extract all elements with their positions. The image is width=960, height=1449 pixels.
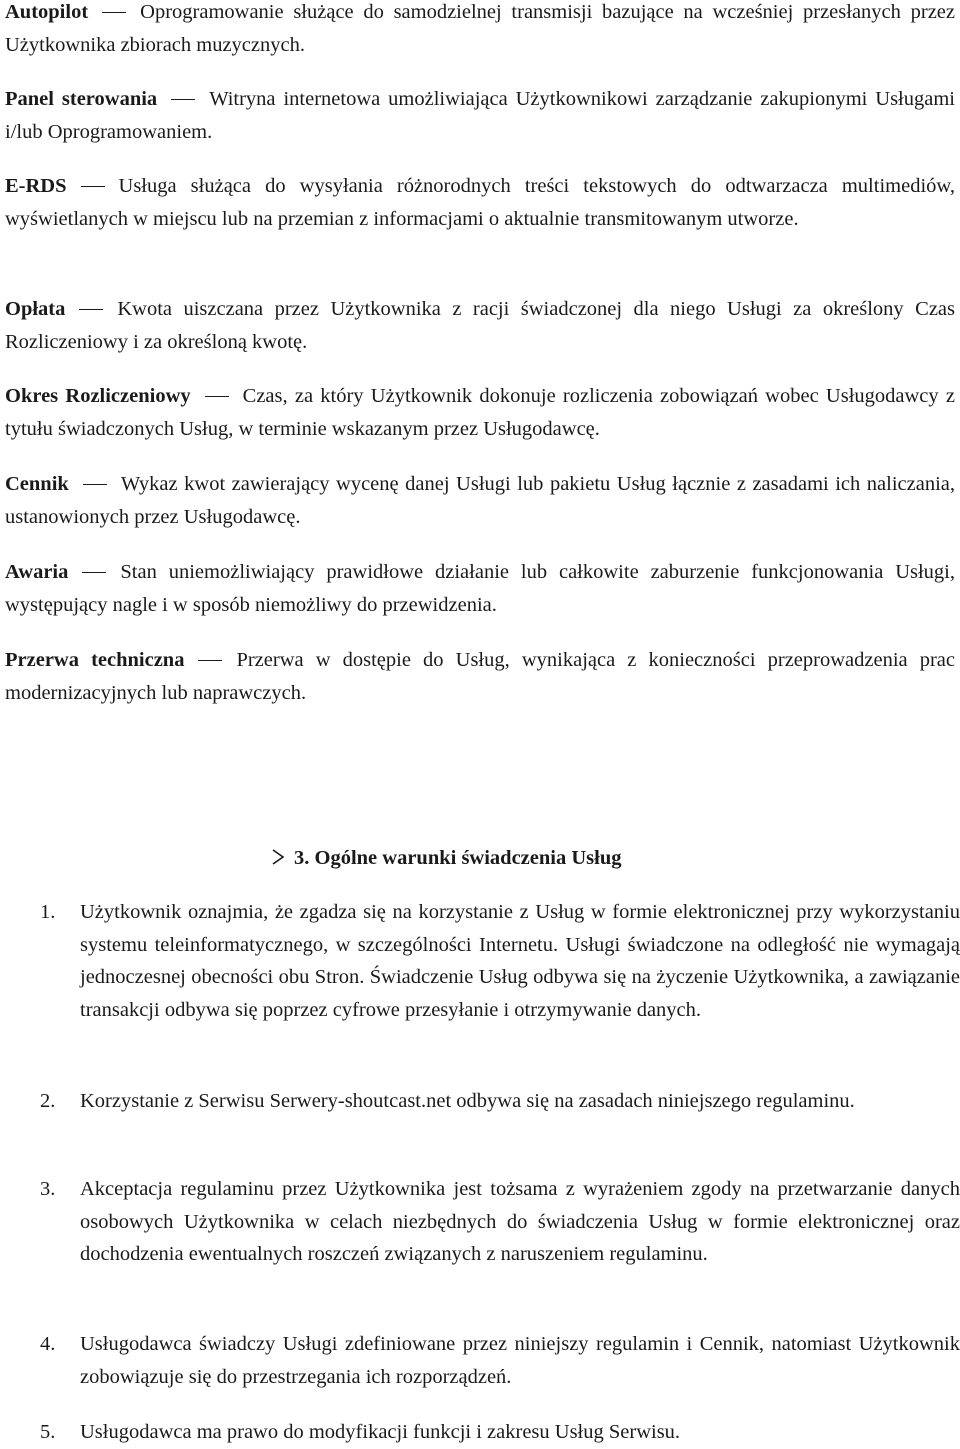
definition-okres-rozliczeniowy: [5, 380, 955, 445]
definition-term: Panel sterowania: [5, 88, 158, 110]
definition-term: Autopilot: [5, 1, 89, 23]
definition-term: Cennik: [5, 473, 69, 495]
dash-separator: [79, 309, 103, 310]
definition-text: Przerwa w dostępie do Usług, wynikająca z konieczności przeprowadzenia prac modernizacyjnych lub naprawczych.: [5, 649, 956, 704]
list-item-text: Korzystanie z Serwisu Serwery-shoutcast.net odbywa się na zasadach niniejszego regulaminu.: [80, 1090, 855, 1112]
definition-term: Przerwa techniczna: [5, 649, 185, 671]
definition-awaria: [5, 556, 955, 621]
definition-autopilot: [5, 0, 955, 61]
definition-term: Okres Rozliczeniowy: [5, 385, 191, 407]
list-item-text: Użytkownik oznajmia, że zgadza się na korzystanie z Usług w formie elektronicznej przy wykorzystaniu systemu teleinformatycznego, w szczególności Internetu. Usługi świadczone na odległość nie wymagają jednoczesnej obecności obu Stron. Świadczenie Usług odbywa się na życzenie Użytkownika, a zawiązanie transakcji odbywa się poprzez cyfrowe przesyłanie i otrzymywanie danych.: [80, 901, 960, 1021]
list-item: [40, 1173, 960, 1271]
dash-separator: [81, 186, 105, 187]
dash-separator: [171, 99, 195, 100]
definition-panel-sterowania: [5, 83, 955, 148]
definition-text: Witryna internetowa umożliwiająca Użytkownikowi zarządzanie zakupionymi Usługami i/lub Oprogramowaniem.: [5, 88, 955, 143]
section-heading: [270, 842, 770, 875]
list-item: [40, 1328, 960, 1393]
dash-separator: [205, 396, 229, 397]
dash-separator: [82, 572, 106, 573]
list-item: [40, 896, 960, 1026]
list-item-number: 2.: [40, 1090, 56, 1112]
dash-separator: [198, 660, 222, 661]
definition-cennik: [5, 468, 955, 533]
definition-text: Wykaz kwot zawierający wycenę danej Usługi lub pakietu Usług łącznie z zasadami ich naliczania, ustanowionych przez Usługodawcę.: [5, 473, 955, 528]
definition-oplata: [5, 293, 955, 358]
definition-przerwa-techniczna: [5, 644, 955, 709]
list-item-number: 3.: [40, 1178, 56, 1200]
definition-term: E-RDS: [5, 175, 67, 197]
definition-text: Czas, za który Użytkownik dokonuje rozliczenia zobowiązań wobec Usługodawcy z tytułu świadczonych Usług, w terminie wskazanym przez Usługodawcę.: [5, 385, 955, 440]
arrow-bullet-icon: [270, 842, 290, 875]
dash-separator: [83, 484, 107, 485]
list-item-text: Usługodawca świadczy Usługi zdefiniowane przez niniejszy regulamin i Cennik, natomiast Użytkownik zobowiązuje się do przestrzegania ich rozporządzeń.: [80, 1333, 960, 1388]
section-title: 3. Ogólne warunki świadczenia Usług: [294, 847, 622, 869]
list-item-number: 4.: [40, 1333, 56, 1355]
definition-text: Stan uniemożliwiający prawidłowe działanie lub całkowite zaburzenie funkcjonowania Usługi, występujący nagle i w sposób niemożliwy do przewidzenia.: [5, 561, 955, 616]
definition-text: Oprogramowanie służące do samodzielnej transmisji bazujące na wcześniej przesłanych przez Użytkownika zbiorach muzycznych.: [5, 1, 955, 56]
list-item-number: 5.: [40, 1421, 56, 1443]
dash-separator: [102, 12, 126, 13]
definition-text: Usługa służąca do wysyłania różnorodnych treści tekstowych do odtwarzacza multimediów, wyświetlanych w miejscu lub na przemian z informacjami o aktualnie transmitowanym utworze.: [5, 175, 955, 230]
list-item: [40, 1085, 960, 1118]
list-item: [40, 1416, 960, 1449]
definition-term: Opłata: [5, 298, 66, 320]
definition-term: Awaria: [5, 561, 69, 583]
list-item-number: 1.: [40, 901, 56, 923]
list-item-text: Usługodawca ma prawo do modyfikacji funkcji i zakresu Usług Serwisu.: [80, 1421, 681, 1443]
definition-text: Kwota uiszczana przez Użytkownika z racji świadczonej dla niego Usługi za określony Czas Rozliczeniowy i za określoną kwotę.: [5, 298, 955, 353]
list-item-text: Akceptacja regulaminu przez Użytkownika jest tożsama z wyrażeniem zgody na przetwarzanie danych osobowych Użytkownika w celach niezbędnych do świadczenia Usług w formie elektronicznej oraz dochodzenia ewentualnych roszczeń związanych z naruszeniem regulaminu.: [80, 1178, 960, 1265]
definition-e-rds: [5, 170, 955, 235]
